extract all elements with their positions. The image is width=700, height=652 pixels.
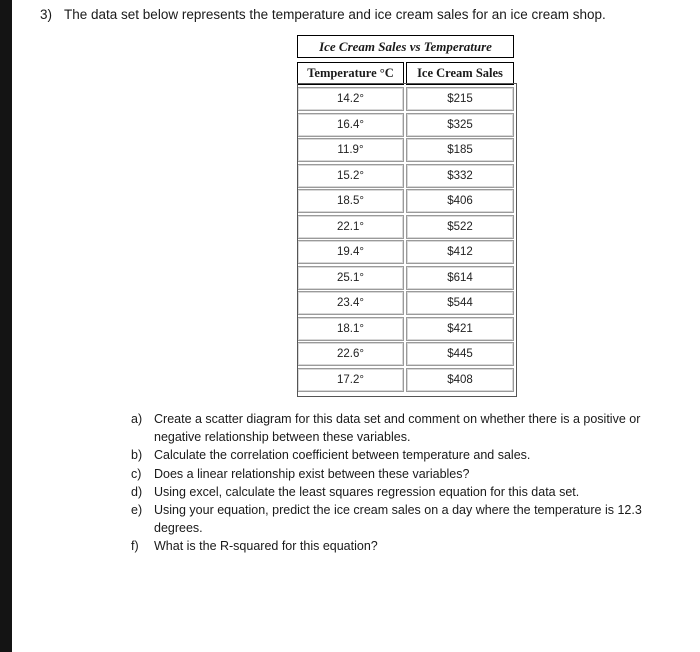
table-row xyxy=(297,164,514,190)
sub-question-letter: f) xyxy=(131,539,139,554)
sub-question-b xyxy=(131,446,691,464)
header-temperature: Temperature °C xyxy=(297,62,404,85)
temperature-cell: 16.4° xyxy=(297,113,404,137)
temperature-cell: 22.1° xyxy=(297,215,404,239)
table-row xyxy=(297,215,514,241)
table-body xyxy=(297,87,514,393)
left-edge-bar xyxy=(0,0,12,652)
sales-cell: $325 xyxy=(406,113,514,137)
data-table xyxy=(297,35,514,393)
sales-cell: $614 xyxy=(406,266,514,290)
question-header xyxy=(40,6,690,24)
table-row xyxy=(297,87,514,113)
sub-question-text: Create a scatter diagram for this data set and comment on whether there is a positive or negative relationship between these variables. xyxy=(154,412,641,445)
sales-cell: $215 xyxy=(406,87,514,111)
table-title: Ice Cream Sales vs Temperature xyxy=(297,35,514,58)
table-row xyxy=(297,368,514,394)
sub-question-letter: d) xyxy=(131,484,143,499)
sales-cell: $522 xyxy=(406,215,514,239)
sales-cell: $185 xyxy=(406,138,514,162)
sub-question-c xyxy=(131,465,691,483)
table-row xyxy=(297,138,514,164)
table-row xyxy=(297,342,514,368)
sub-question-f xyxy=(131,537,691,555)
header-ice-cream-sales: Ice Cream Sales xyxy=(406,62,514,85)
sub-question-text: What is the R-squared for this equation? xyxy=(154,539,378,554)
temperature-cell: 14.2° xyxy=(297,87,404,111)
sales-cell: $544 xyxy=(406,291,514,315)
sales-cell: $406 xyxy=(406,189,514,213)
temperature-cell: 23.4° xyxy=(297,291,404,315)
table-row xyxy=(297,266,514,292)
sub-question-list xyxy=(131,410,691,556)
sales-cell: $445 xyxy=(406,342,514,366)
sales-cell: $332 xyxy=(406,164,514,188)
temperature-cell: 22.6° xyxy=(297,342,404,366)
sub-question-text: Using excel, calculate the least squares regression equation for this data set. xyxy=(154,484,580,499)
table-row xyxy=(297,317,514,343)
sales-cell: $421 xyxy=(406,317,514,341)
table-header-row xyxy=(297,62,514,85)
temperature-cell: 15.2° xyxy=(297,164,404,188)
sub-question-letter: a) xyxy=(131,412,143,426)
sub-question-d xyxy=(131,483,691,501)
sub-question-text: Using your equation, predict the ice cream sales on a day where the temperature is 12.3 degrees. xyxy=(154,503,642,536)
sub-question-letter: c) xyxy=(131,466,142,481)
temperature-cell: 18.1° xyxy=(297,317,404,341)
table-row xyxy=(297,113,514,139)
table-row xyxy=(297,189,514,215)
sales-cell: $408 xyxy=(406,368,514,392)
sub-question-letter: b) xyxy=(131,448,143,463)
temperature-cell: 19.4° xyxy=(297,240,404,264)
question-text: The data set below represents the temperature and ice cream sales for an ice cream shop. xyxy=(64,7,606,22)
sub-question-letter: e) xyxy=(131,503,143,518)
table-row xyxy=(297,291,514,317)
sales-cell: $412 xyxy=(406,240,514,264)
temperature-cell: 18.5° xyxy=(297,189,404,213)
table-row xyxy=(297,240,514,266)
sub-question-text: Calculate the correlation coefficient between temperature and sales. xyxy=(154,448,531,463)
question-number: 3) xyxy=(40,7,53,22)
temperature-cell: 11.9° xyxy=(297,138,404,162)
sub-question-a xyxy=(131,410,691,446)
sub-question-e xyxy=(131,501,691,537)
temperature-cell: 17.2° xyxy=(297,368,404,392)
sub-question-text: Does a linear relationship exist between these variables? xyxy=(154,466,470,481)
temperature-cell: 25.1° xyxy=(297,266,404,290)
